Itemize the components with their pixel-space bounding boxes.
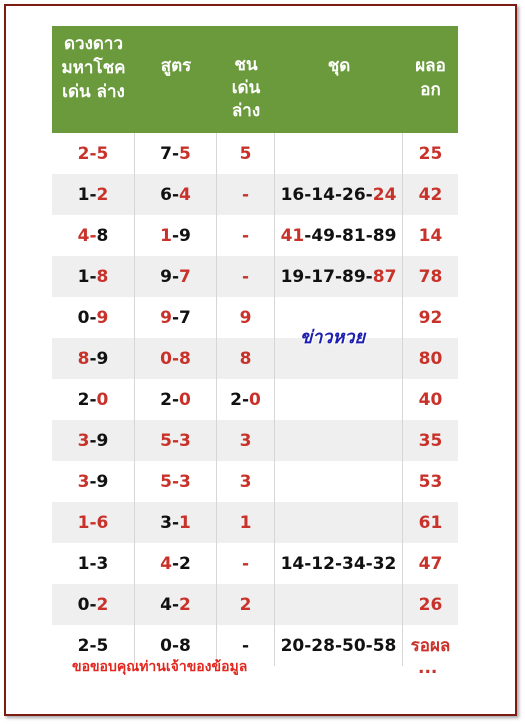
lottery-table: [52, 26, 458, 666]
cell-text: 9: [239, 307, 252, 328]
table-row: [52, 543, 458, 584]
cell-result: 26: [418, 594, 443, 615]
cell-c3: [217, 215, 275, 256]
cell-c3: [217, 543, 275, 584]
cell-c3: [217, 420, 275, 461]
cell-c1: [52, 420, 135, 461]
cell-text: -9: [89, 471, 109, 492]
cell-result: 53: [418, 471, 443, 492]
cell-text: 1: [179, 512, 191, 533]
cell-c3: [217, 502, 275, 543]
cell-text: 2-: [230, 389, 250, 410]
cell-c1: [52, 256, 135, 297]
cell-c1: [52, 174, 135, 215]
cell-c3: [217, 133, 275, 174]
table-row: [52, 133, 458, 174]
cell-result: 40: [418, 389, 443, 410]
table-row: [52, 215, 458, 256]
cell-text: 9: [160, 307, 172, 328]
cell-text: 2-5: [77, 143, 109, 164]
cell-text: 9: [96, 307, 109, 328]
cell-c1: [52, 543, 135, 584]
cell-c3: [217, 379, 275, 420]
cell-text: 3-: [160, 512, 180, 533]
table-row: [52, 502, 458, 543]
table-body: [52, 133, 458, 666]
cell-c2: [135, 543, 217, 584]
cell-text: -9: [89, 348, 109, 369]
cell-c3: [217, 297, 275, 338]
cell-c3: [217, 584, 275, 625]
cell-result: 35: [418, 430, 443, 451]
table-row: [52, 174, 458, 215]
cell-c4: [275, 215, 403, 256]
cell-result: 42: [418, 184, 443, 205]
table-row: [52, 297, 458, 338]
cell-text: 7: [179, 266, 191, 287]
cell-text: 19-17-89-: [280, 266, 373, 287]
cell-text: 16-14-26-: [280, 184, 373, 205]
cell-text: 2: [179, 594, 191, 615]
cell-c1: [52, 297, 135, 338]
cell-c4: [275, 256, 403, 297]
cell-text: 7-: [160, 143, 180, 164]
cell-text: 5-3: [160, 471, 191, 492]
header-hit-lower: ชน เด่น ล่าง: [231, 55, 261, 121]
cell-text: 1-3: [77, 553, 109, 574]
table-row: [52, 420, 458, 461]
cell-c4: [275, 543, 403, 584]
cell-text: 0: [249, 389, 261, 410]
cell-result: 61: [418, 512, 443, 533]
cell-text: -: [241, 225, 250, 246]
cell-text: 87: [372, 266, 397, 287]
cell-text: 3: [239, 471, 252, 492]
cell-result: 78: [418, 266, 443, 287]
cell-c2: [135, 420, 217, 461]
cell-c4: [275, 379, 403, 420]
cell-text: -49-81-89: [304, 225, 397, 246]
cell-text: 8: [239, 348, 252, 369]
cell-c2: [135, 174, 217, 215]
header-result: ผลอ อก: [415, 56, 446, 100]
cell-result: 14: [418, 225, 443, 246]
cell-text: 2: [96, 184, 109, 205]
cell-result: 25: [418, 143, 443, 164]
cell-text: 14-12-34-32: [280, 553, 397, 574]
cell-text: 0-: [77, 594, 97, 615]
cell-text: 1-: [77, 266, 97, 287]
watermark-text: ข่าวหวย: [300, 327, 366, 348]
cell-c3: [217, 461, 275, 502]
cell-text: 8: [96, 266, 109, 287]
cell-text: 3: [239, 430, 252, 451]
cell-c2: [135, 338, 217, 379]
cell-text: 9-: [160, 266, 180, 287]
header-formula: สูตร: [160, 56, 192, 76]
table-header: [52, 26, 458, 133]
cell-text: 1: [239, 512, 252, 533]
cell-c2: [135, 215, 217, 256]
cell-text: -9: [171, 225, 191, 246]
cell-text: 1-6: [77, 512, 109, 533]
cell-result: รอผล: [410, 636, 451, 656]
cell-text: 5: [179, 143, 191, 164]
cell-c2: [135, 379, 217, 420]
header-star-lucky: ดวงดาว มหาโชค เด่น ล่าง: [61, 34, 126, 102]
cell-text: -: [241, 266, 250, 287]
cell-c4: [275, 584, 403, 625]
result-ellipsis: ...: [418, 658, 438, 678]
cell-text: 4-: [160, 594, 180, 615]
cell-text: -: [241, 184, 250, 205]
table-row: [52, 584, 458, 625]
table-row: [52, 256, 458, 297]
header-set: ชุด: [327, 56, 351, 76]
credit-text: ขอขอบคุณท่านเจ้าของข้อมูล: [72, 659, 248, 675]
cell-text: 2-: [160, 389, 180, 410]
table-row: [52, 338, 458, 379]
table-row: [52, 461, 458, 502]
cell-c3: [217, 174, 275, 215]
cell-text: 8: [96, 225, 109, 246]
cell-c1: [52, 338, 135, 379]
cell-text: 0-8: [160, 348, 191, 369]
cell-c1: [52, 502, 135, 543]
cell-c1: [52, 584, 135, 625]
cell-text: -2: [171, 553, 191, 574]
cell-text: 5: [239, 143, 252, 164]
cell-text: 2-: [77, 389, 97, 410]
cell-text: 1-: [77, 184, 97, 205]
cell-text: 0: [179, 389, 191, 410]
cell-text: 0: [96, 389, 109, 410]
cell-c4: [275, 502, 403, 543]
cell-text: 6-: [160, 184, 180, 205]
cell-c1: [52, 379, 135, 420]
cell-c1: [52, 215, 135, 256]
cell-text: 2: [239, 594, 252, 615]
cell-text: 5-3: [160, 430, 191, 451]
cell-c2: [135, 502, 217, 543]
cell-text: 4: [179, 184, 191, 205]
cell-text: -: [241, 553, 250, 574]
cell-c2: [135, 133, 217, 174]
cell-text: 1: [160, 225, 172, 246]
cell-text: 2: [96, 594, 109, 615]
cell-text: 2-5: [77, 635, 109, 656]
cell-text: 4-: [77, 225, 97, 246]
table-row: [52, 379, 458, 420]
cell-text: -: [241, 635, 250, 656]
cell-text: -9: [89, 430, 109, 451]
cell-c2: [135, 461, 217, 502]
cell-c3: [217, 338, 275, 379]
cell-text: 24: [372, 184, 397, 205]
cell-c3: [217, 256, 275, 297]
cell-c4: [275, 174, 403, 215]
cell-text: 0-8: [160, 635, 191, 656]
cell-c4: [275, 133, 403, 174]
cell-result: 80: [418, 348, 443, 369]
cell-c1: [52, 461, 135, 502]
cell-c2: [135, 297, 217, 338]
cell-text: 8: [77, 348, 90, 369]
cell-c2: [135, 584, 217, 625]
cell-c4: [275, 420, 403, 461]
cell-text: -7: [171, 307, 191, 328]
cell-text: 41: [280, 225, 305, 246]
cell-c2: [135, 256, 217, 297]
cell-text: 20-28-50-58: [280, 635, 397, 656]
cell-text: 3: [77, 430, 90, 451]
cell-result: 92: [418, 307, 443, 328]
cell-text: 3: [77, 471, 90, 492]
cell-c4: [275, 625, 403, 666]
cell-c4: [275, 461, 403, 502]
cell-c1: [52, 133, 135, 174]
cell-text: 0-: [77, 307, 97, 328]
cell-text: 4: [160, 553, 172, 574]
cell-result: 47: [418, 553, 443, 574]
